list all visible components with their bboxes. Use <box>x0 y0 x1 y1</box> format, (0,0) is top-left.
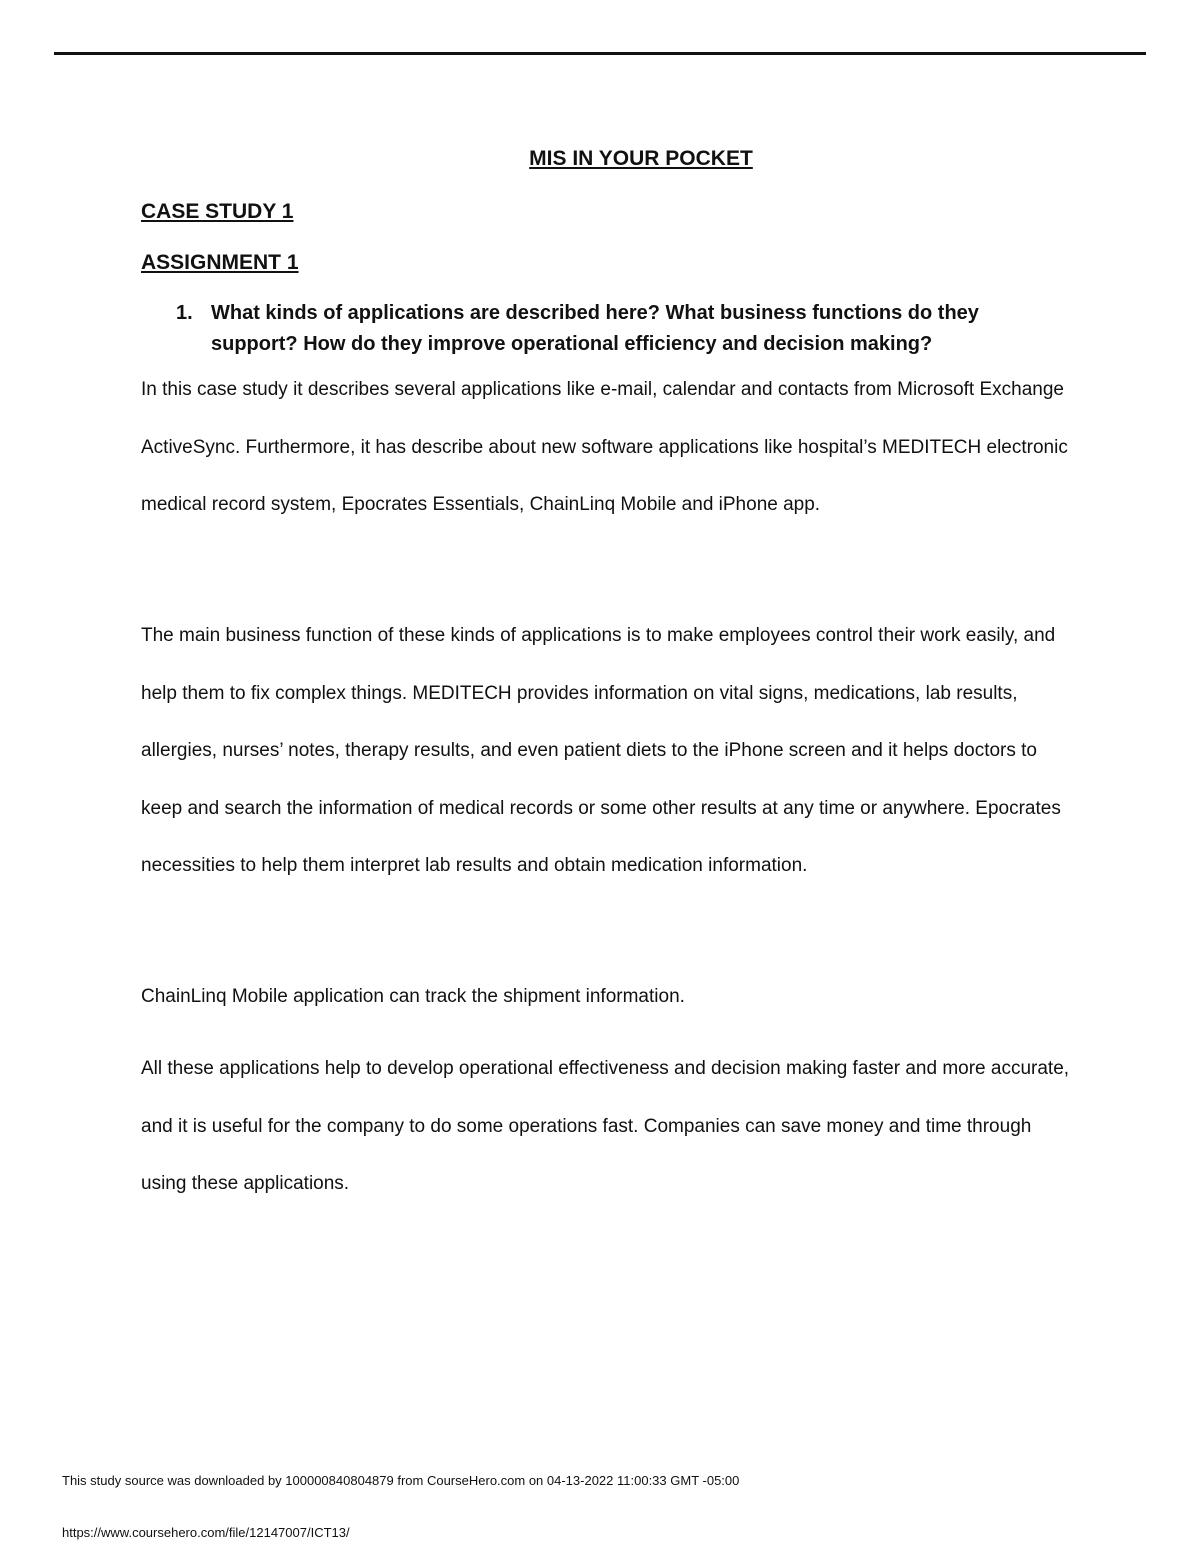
header-rule <box>54 52 1146 55</box>
assignment-heading: ASSIGNMENT 1 <box>141 251 299 274</box>
answer-paragraph-2: The main business function of these kinds of applications is to make employees control their work easily, and help them to fix complex things. MEDITECH provides information on vital signs, medications, lab results, allergies, nurses’ notes, therapy results, and even patient diets to the iPhone screen and it helps doctors to keep and search the information of medical records or some other results at any time or anywhere. Epocrates necessities to help them interpret lab results and obtain medication information. <box>141 625 1061 876</box>
document-title: MIS IN YOUR POCKET <box>529 147 753 170</box>
answer-paragraph-3: ChainLinq Mobile application can track the shipment information. <box>141 986 685 1007</box>
answer-paragraph-4: All these applications help to develop operational effectiveness and decision making faster and more accurate, and it is useful for the company to do some operations fast. Companies can save money and time through using these applications. <box>141 1058 1070 1194</box>
case-study-heading: CASE STUDY 1 <box>141 200 294 223</box>
question-number: 1. <box>176 302 193 324</box>
question-text: What kinds of applications are described here? What business functions do they support? How do they improve operational efficiency and decision making? <box>211 302 979 355</box>
question-1 <box>176 298 1036 360</box>
download-notice: This study source was downloaded by 100000840804879 from CourseHero.com on 04-13-2022 11:00:33 GMT -05:00 <box>62 1473 740 1488</box>
source-url: https://www.coursehero.com/file/12147007/ICT13/ <box>62 1525 350 1540</box>
answer-paragraph-1: In this case study it describes several applications like e-mail, calendar and contacts from Microsoft Exchange ActiveSync. Furthermore, it has describe about new software applications like hospital’s MEDITECH electronic medical record system, Epocrates Essentials, ChainLinq Mobile and iPhone app. <box>141 379 1068 515</box>
